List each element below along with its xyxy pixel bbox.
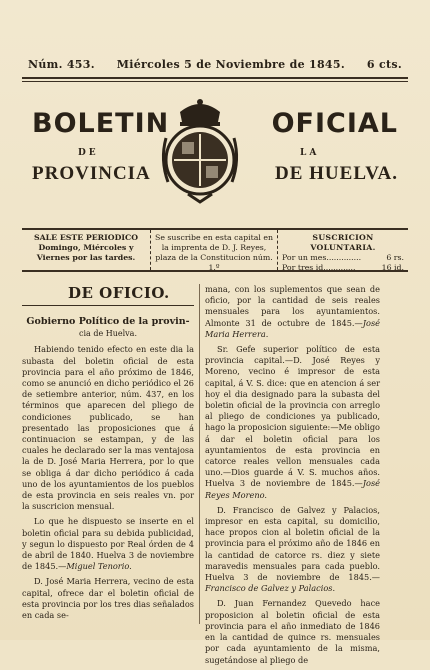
paragraph: D. Juan Fernandez Quevedo hace proposicion al boletin oficial de esta provincia para el año inmediato de 1846 en la cantidad de quince rs. mensuales por cada ayuntamiento de la misma, sugetándose al pliego de bbox=[205, 598, 380, 665]
title-provincia: PROVINCIA bbox=[32, 163, 151, 184]
section-rule bbox=[22, 305, 194, 306]
paragraph-text: Sr. Gefe superior político de esta provincia capital.—D. José Reyes y Moreno, vecino é impresor de esta capital, á V. S. dice: que en atencion á ser hoy el dia designado para la subasta del boletin oficial de la provincia con arreglo al pliego de condiciones ya publicado, hago la proposicion siguiente:—Me obligo á dar el boletin oficial para los ayuntamientos de esta provincia en catorce reales vellon mensuales cada uno.—Dios guarde á V. S. muchos años. Huelva 3 de noviembre de 1845.— bbox=[205, 344, 380, 489]
price-row-month bbox=[282, 253, 404, 263]
paragraph: D. José Maria Herrera, vecino de esta capital, ofrece dar el boletin oficial de esta provincia por los tres dias señalados en cada se- bbox=[22, 576, 194, 621]
signature: Miguel Tenorio. bbox=[66, 561, 132, 572]
section-title: DE OFICIO. bbox=[68, 284, 170, 302]
top-rule bbox=[22, 77, 408, 79]
paragraph-text: Lo que he dispuesto se inserte en el boletin oficial para su debida publicidad, y segun lo dispuesto por Real órden de 4 de abril de 1840. Huelva 3 de noviembre de 1845.— bbox=[22, 516, 194, 572]
column-divider bbox=[199, 284, 200, 624]
royal-crest-icon bbox=[158, 98, 242, 202]
subscription-heading: SUSCRICION VOLUNTARIA. bbox=[310, 233, 376, 252]
paragraph bbox=[205, 505, 380, 595]
issue-date: Miércoles 5 de Noviembre de 1845. bbox=[116, 58, 345, 71]
article-heading-cont: cia de Huelva. bbox=[78, 329, 137, 339]
right-column bbox=[205, 284, 380, 670]
paragraph bbox=[22, 516, 194, 572]
paragraph: Habiendo tenido efecto en este dia la subasta del boletin oficial de esta provincia para el año próximo de 1846, como se anunció en dicho periódico el 26 de setiembre anterior, núm. 437, en los términos que aparecen del pliego de condiciones publicado, se han presentado las proposiciones que á continuacion se estampan, y de las cuales he declarado ser la mas ventajosa la de D. José Maria Herrera, por lo que se obliga á dar dicho periódico á cada uno de los ayuntamientos de los pueblos de esta provincia en seis reales vn. por la suscricion mensual. bbox=[22, 344, 194, 512]
price-value-three: 16 id. bbox=[381, 263, 404, 272]
paragraph bbox=[205, 344, 380, 501]
signature: José Maria Herrera. bbox=[205, 317, 380, 339]
signature: Francisco de Galvez y Palacios. bbox=[205, 583, 336, 594]
price-label-month: Por un mes.............. bbox=[282, 253, 362, 262]
subscription-prices bbox=[278, 230, 408, 270]
title-small-de: DE bbox=[78, 148, 99, 158]
top-rule-thin bbox=[22, 81, 408, 82]
issue-number: Núm. 453. bbox=[28, 58, 95, 71]
publication-schedule: SALE ESTE PERIODICO Domingo, Miércoles y Viernes por las tardes. bbox=[34, 233, 138, 262]
title-boletin: BOLETIN bbox=[32, 108, 170, 139]
title-small-la: LA bbox=[300, 148, 320, 158]
left-column bbox=[22, 284, 194, 625]
price-label-three: Por tres id............. bbox=[282, 263, 356, 272]
signature: José Reyes Moreno. bbox=[205, 478, 380, 500]
article-heading: Gobierno Político de la provin- bbox=[26, 316, 190, 328]
price-row-three-months bbox=[282, 263, 404, 273]
paragraph-text: mana, con los suplementos que sean de oficio, por la cantidad de seis reales mensuales para los ayuntamientos. Almonte 31 de octubre de 1845.— bbox=[205, 284, 380, 328]
subscription-location: Se suscribe en esta capital en la imprenta de D. J. Reyes, plaza de la Constitucion núm. 1.º bbox=[150, 230, 278, 270]
paragraph-text: D. Francisco de Galvez y Palacios, impresor en esta capital, su domicilio, hace propos cion al boletin oficial de la provincia para el próximo año de 1846 en la cantidad de catorce rs. diez y siete maravedis mensuales para cada pueblo. Huelva 3 de noviembre de 1845.— bbox=[205, 504, 380, 583]
title-de-huelva: DE HUELVA. bbox=[275, 163, 398, 184]
title-oficial: OFICIAL bbox=[271, 108, 398, 139]
issue-line bbox=[28, 58, 402, 71]
paragraph bbox=[205, 284, 380, 340]
issue-price: 6 cts. bbox=[366, 58, 402, 71]
subscription-info-box bbox=[22, 228, 408, 272]
price-value-month: 6 rs. bbox=[386, 253, 404, 262]
